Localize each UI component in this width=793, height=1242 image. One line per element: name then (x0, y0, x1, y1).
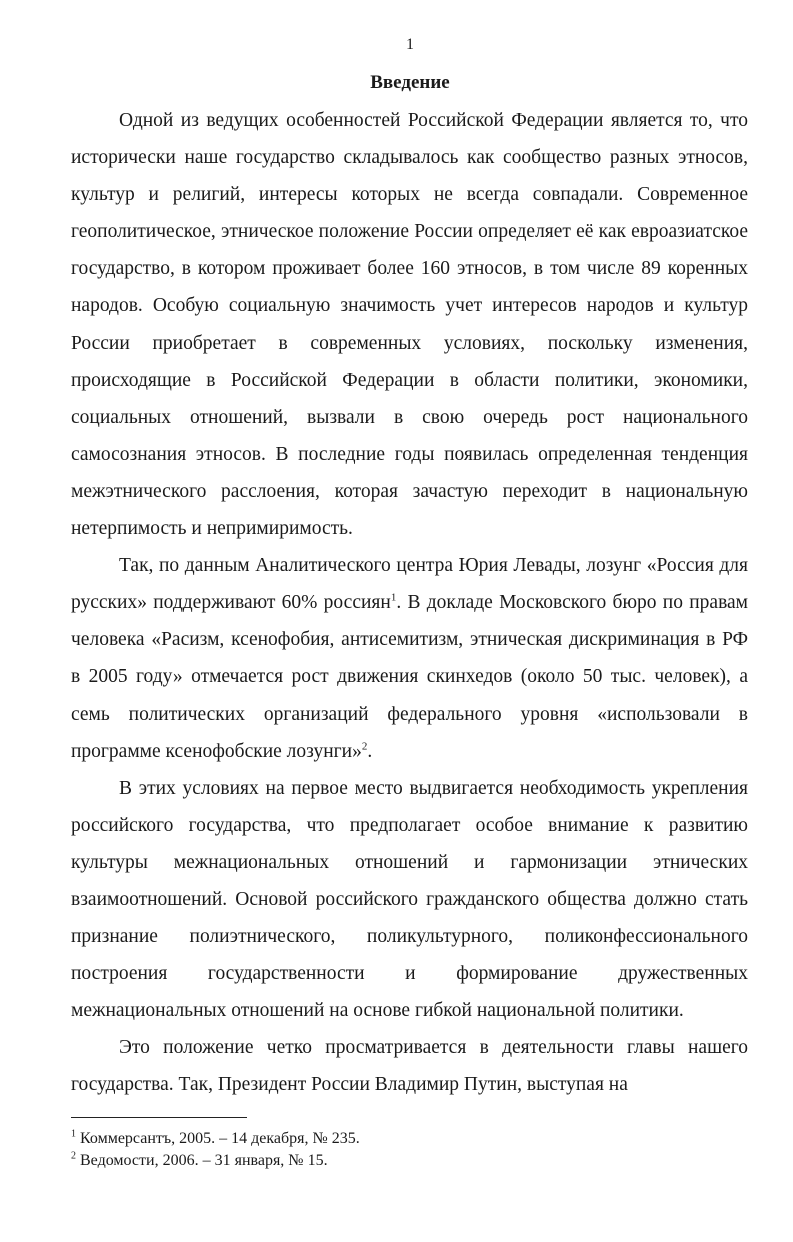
footnote-2 (71, 1150, 748, 1172)
section-title: Введение (370, 72, 450, 93)
paragraph-2-part-c: . (367, 740, 373, 762)
footnote-2-number: 2 (71, 1150, 76, 1162)
footnote-ref-1: 1 (390, 591, 397, 604)
footnote-1-text: Коммерсантъ, 2005. – 14 декабря, № 235. (80, 1130, 360, 1147)
footnote-1 (71, 1128, 748, 1150)
footnote-2-text: Ведомости, 2006. – 31 января, № 15. (80, 1152, 328, 1169)
paragraph-1: Одной из ведущих особенностей Российской Федерации является то, что исторически наше государство складывалось как сообщество разных этносов, культур и религий, интересы которых не всегда совпадали. Современное геополитическое, этническое положение России определяет её как евроазиатское государство, в котором проживает более 160 этносов, в том числе 89 коренных народов. Особую социальную значимость учет интересов народов и культур России приобретает в современных условиях, поскольку изменения, происходящие в Российской Федерации в области политики, экономики, социальных отношений, вызвали в свою очередь рост национального самосознания этносов. В последние годы появилась определенная тенденция межэтнического расслоения, которая зачастую переходит в национальную нетерпимость и непримиримость. (71, 110, 748, 540)
paragraph-2 (71, 547, 748, 770)
footnote-divider (71, 1117, 247, 1118)
paragraph-3: В этих условиях на первое место выдвигается необходимость укрепления российского государства, что предполагает особое внимание к развитию культуры межнациональных отношений и гармонизации этнических взаимоотношений. Основой российского гражданского общества должно стать признание полиэтнического, поликультурного, поликонфессионального построения государственности и формирование дружественных межнациональных отношений на основе гибкой национальной политики. (71, 777, 748, 1022)
paragraph-4: Это положение четко просматривается в деятельности главы нашего государства. Так, Президент России Владимир Путин, выступая на (71, 1037, 748, 1096)
footnote-1-number: 1 (71, 1128, 76, 1140)
footnotes (71, 1128, 748, 1172)
footnote-ref-2: 2 (361, 740, 368, 753)
body-text (71, 102, 748, 1104)
paragraph-2-part-a: Так, по данным Аналитического центра Юрия Левады, лозунг «Россия для русских» поддерживают 60% россиян (71, 555, 748, 614)
paragraph-2-part-b: . В докладе Московского бюро по правам человека «Расизм, ксенофобия, антисемитизм, этническая дискриминация в РФ в 2005 году» отмечается рост движения скинхедов (около 50 тыс. человек), а семь политических организаций федерального уровня «использовали в программе ксенофобские лозунги» (71, 592, 749, 762)
page-number: 1 (406, 36, 414, 53)
